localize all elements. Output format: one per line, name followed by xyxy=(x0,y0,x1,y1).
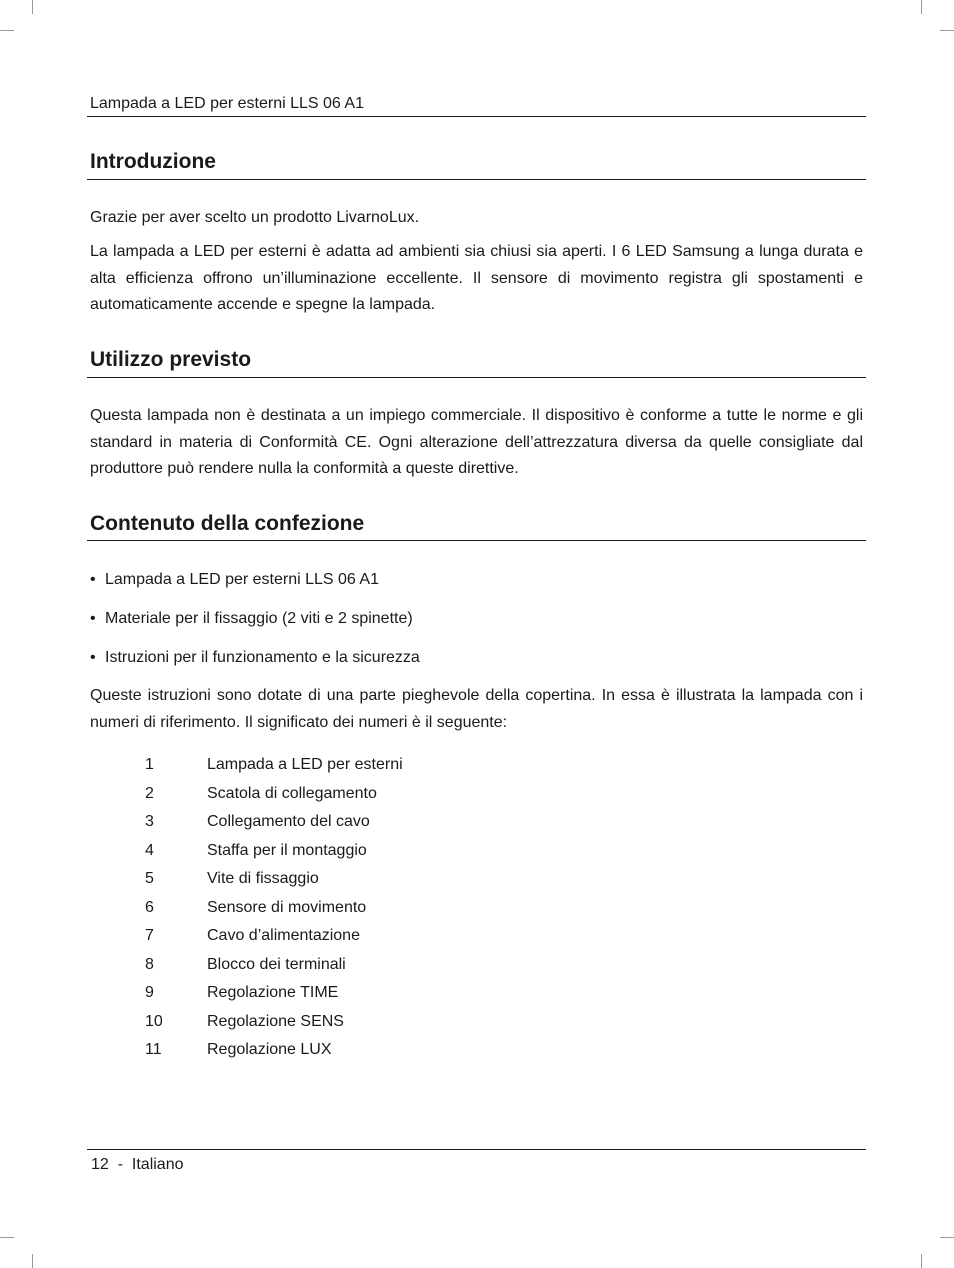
reference-label: Sensore di movimento xyxy=(207,898,367,916)
bullet-icon: • xyxy=(90,649,96,666)
reference-number: 8 xyxy=(145,955,154,973)
crop-mark xyxy=(940,1237,954,1238)
section-title-use: Utilizzo previsto xyxy=(90,348,252,371)
list-item xyxy=(90,609,413,629)
section-title-contents: Contenuto della confezione xyxy=(90,512,365,535)
footer-rule xyxy=(87,1149,866,1150)
footer-separator: - xyxy=(117,1156,124,1173)
header-rule xyxy=(87,116,866,117)
reference-list xyxy=(145,751,403,1065)
list-item-label: Lampada a LED per esterni LLS 06 A1 xyxy=(105,571,379,588)
crop-mark xyxy=(0,1237,14,1238)
reference-row xyxy=(145,979,403,1008)
crop-mark xyxy=(0,30,14,31)
page-footer xyxy=(91,1155,184,1175)
reference-number: 10 xyxy=(145,1012,163,1030)
reference-number: 11 xyxy=(145,1041,162,1058)
section-rule xyxy=(87,179,866,180)
intro-paragraph: La lampada a LED per esterni è adatta ad ambienti sia chiusi sia aperti. I 6 LED Samsung a lunga durata e alta efficienza offrono un’illuminazione eccellente. Il sensore di movimento registra gli spostamenti e automaticamente accende e spegne la lampada. xyxy=(90,243,863,313)
reference-row xyxy=(145,1008,403,1037)
page-number: 12 xyxy=(91,1156,109,1173)
reference-label: Regolazione LUX xyxy=(207,1041,332,1058)
reference-number: 2 xyxy=(145,784,154,802)
crop-mark xyxy=(32,0,33,14)
reference-row xyxy=(145,780,403,809)
reference-row xyxy=(145,837,403,866)
reference-label: Regolazione SENS xyxy=(207,1012,344,1030)
bullet-icon: • xyxy=(90,610,96,627)
reference-row xyxy=(145,951,403,980)
reference-label: Collegamento del cavo xyxy=(207,813,370,830)
crop-mark xyxy=(940,30,954,31)
reference-number: 4 xyxy=(145,841,154,859)
crop-mark xyxy=(921,0,922,14)
reference-label: Lampada a LED per esterni xyxy=(207,756,403,773)
reference-label: Cavo d’alimentazione xyxy=(207,927,360,944)
reference-row xyxy=(145,808,403,837)
reference-row xyxy=(145,1036,403,1065)
reference-label: Scatola di collegamento xyxy=(207,784,377,802)
section-rule xyxy=(87,540,866,541)
use-paragraph: Questa lampada non è destinata a un impiego commerciale. Il dispositivo è conforme a tutte le norme e gli standard in materia di Conformità CE. Ogni alterazione dell’attrezzatura diversa da quelle consigliate dal produttore può rendere nulla la conformità a queste direttive. xyxy=(90,407,863,477)
list-item-label: Istruzioni per il funzionamento e la sicurezza xyxy=(105,649,420,666)
reference-row xyxy=(145,751,403,780)
reference-number: 5 xyxy=(145,870,154,887)
intro-paragraph: Grazie per aver scelto un prodotto LivarnoLux. xyxy=(90,209,420,226)
reference-row xyxy=(145,894,403,923)
reference-row xyxy=(145,922,403,951)
reference-label: Vite di fissaggio xyxy=(207,870,319,887)
bullet-icon: • xyxy=(90,571,96,588)
footer-language: Italiano xyxy=(131,1156,184,1173)
section-title-intro: Introduzione xyxy=(90,150,216,173)
reference-label: Staffa per il montaggio xyxy=(207,841,367,859)
running-header: Lampada a LED per esterni LLS 06 A1 xyxy=(90,95,364,112)
list-item xyxy=(90,648,420,668)
reference-number: 1 xyxy=(145,756,154,773)
reference-number: 7 xyxy=(145,927,154,944)
crop-mark xyxy=(32,1254,33,1268)
reference-number: 9 xyxy=(145,984,154,1001)
list-item xyxy=(90,570,379,590)
crop-mark xyxy=(921,1254,922,1268)
contents-paragraph: Queste istruzioni sono dotate di una parte pieghevole della copertina. In essa è illustrata la lampada con i numeri di riferimento. Il significato dei numeri è il seguente: xyxy=(90,687,863,731)
section-rule xyxy=(87,377,866,378)
reference-number: 6 xyxy=(145,898,154,916)
reference-number: 3 xyxy=(145,813,154,830)
list-item-label: Materiale per il fissaggio (2 viti e 2 spinette) xyxy=(105,610,413,627)
reference-row xyxy=(145,865,403,894)
reference-label: Blocco dei terminali xyxy=(207,955,346,973)
reference-label: Regolazione TIME xyxy=(207,984,339,1001)
